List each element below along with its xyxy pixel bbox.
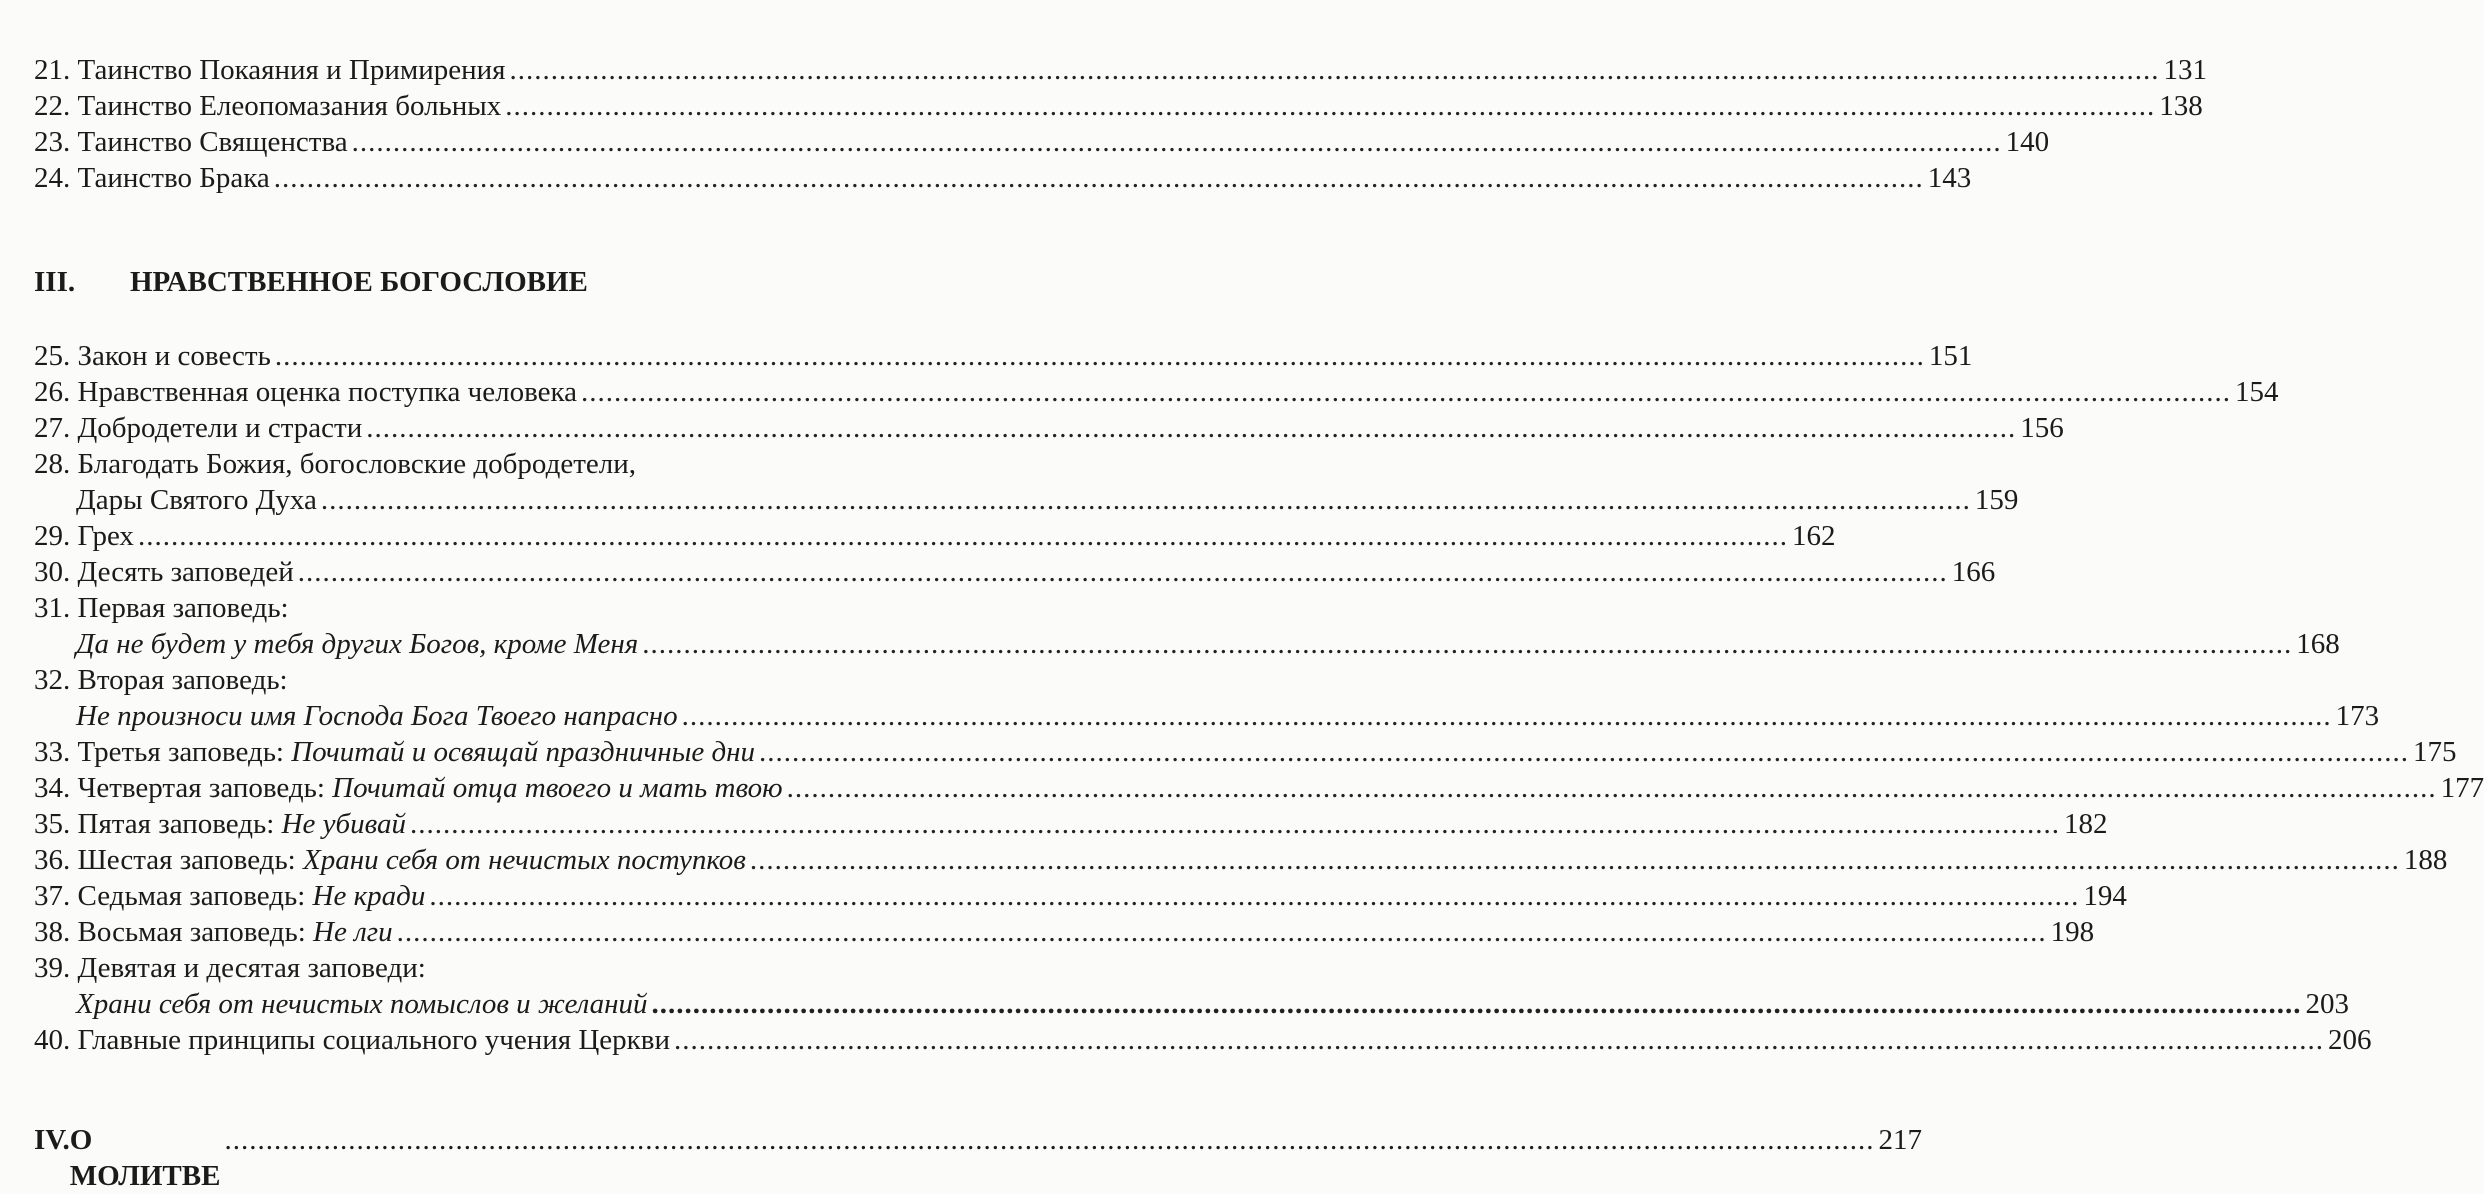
toc-entry-title: Девятая и десятая заповеди: xyxy=(77,952,426,984)
toc-group-sacraments xyxy=(34,52,2207,196)
toc-entry-title: Четвертая заповедь: xyxy=(77,772,333,804)
toc-entry-36[interactable]: 36. Шестая заповедь: Храни себя от нечистых поступков ........................................................................................................................................................................................................ 188 xyxy=(34,844,2448,876)
section-heading-iv[interactable] xyxy=(34,1122,1922,1194)
toc-entry-title: Таинство Священства xyxy=(77,126,348,158)
toc-page-number: 154 xyxy=(2235,376,2279,408)
dot-leader: ........................................................................................................................................................................................................ xyxy=(581,376,2231,408)
dot-leader: ........................................................................................................................................................................................................ xyxy=(642,628,2293,660)
toc-page-number: 166 xyxy=(1951,556,1996,588)
toc-page-number: 188 xyxy=(2403,844,2448,876)
dot-leader: ........................................................................................................................................................................................................ xyxy=(137,520,1788,552)
toc-entry-40[interactable]: 40. Главные принципы социального учения Церкви ........................................................................................................................................................................................................ 206 xyxy=(34,1024,2372,1056)
toc-page-number: 198 xyxy=(2050,916,2095,948)
toc-entry-title: Главные принципы социального учения Церкви xyxy=(77,1024,670,1056)
section-title: О МОЛИТВЕ xyxy=(69,1124,221,1192)
toc-page-number: 162 xyxy=(1791,520,1836,552)
section-title: НРАВСТВЕННОЕ БОГОСЛОВИЕ xyxy=(130,266,588,298)
toc-entry-31[interactable]: 31. Первая заповедь: Да не будет у тебя других Богов, кроме Меня ........................................................................................................................................................................................................ 168 xyxy=(34,592,2340,660)
toc-entry-30[interactable]: 30. Десять заповедей ........................................................................................................................................................................................................ 166 xyxy=(34,556,1996,588)
dot-leader: ........................................................................................................................................................................................................ xyxy=(681,700,2332,732)
toc-entry-23[interactable]: 23. Таинство Священства ........................................................................................................................................................................................................ 140 xyxy=(34,126,2050,158)
toc-entry-subtitle: Не произноси имя Господа Бога Твоего напрасно xyxy=(76,700,678,732)
toc-entry-title: Седьмая заповедь: xyxy=(77,880,313,912)
toc-page-number: 140 xyxy=(2005,126,2050,158)
toc-entry-34[interactable]: 34. Четвертая заповедь: Почитай отца твоего и мать твою ........................................................................................................................................................................................................ 177 xyxy=(34,772,2484,804)
toc-page-number: 173 xyxy=(2335,700,2380,732)
toc-page-number: 203 xyxy=(2305,988,2350,1020)
toc-entry-subtitle: Не убивай xyxy=(281,808,406,840)
toc-entry-38[interactable]: 38. Восьмая заповедь: Не лги ........................................................................................................................................................................................................ 198 xyxy=(34,916,2095,948)
dot-leader: ........................................................................................................................................................................................................ xyxy=(673,1024,2324,1056)
dot-leader: ........................................................................................................................................................................................................ xyxy=(505,90,2156,122)
toc-entry-subtitle: Почитай и освящай праздничные дни xyxy=(291,736,756,768)
section-numeral: IV. xyxy=(34,1124,70,1156)
toc-entry-subtitle: Храни себя от нечистых поступков xyxy=(302,844,746,876)
dot-leader: ........................................................................................................................................................................................................ xyxy=(366,412,2017,444)
dot-leader: ........................................................................................................................................................................................................ xyxy=(786,772,2437,804)
toc-entry-title: Закон и совесть xyxy=(77,340,271,372)
toc-entry-title: Шестая заповедь: xyxy=(77,844,303,876)
dot-leader: ........................................................................................................................................................................................................ xyxy=(351,126,2002,158)
toc-entry-32[interactable]: 32. Вторая заповедь: Не произноси имя Господа Бога Твоего напрасно ........................................................................................................................................................................................................ 173 xyxy=(34,664,2380,732)
dot-leader: ........................................................................................................................................................................................................ xyxy=(396,916,2047,948)
toc-page-number: 217 xyxy=(1878,1124,1922,1156)
toc-entry-title: Первая заповедь: xyxy=(77,592,289,624)
dot-leader: ........................................................................................................................................................................................................ xyxy=(429,880,2080,912)
toc-page-number: 131 xyxy=(2163,54,2207,86)
dot-leader: ........................................................................................................................................................................................................ xyxy=(273,162,1924,194)
dot-leader: ........................................................................................................................................................................................................ xyxy=(651,988,2302,1020)
toc-entry-title: Десять заповедей xyxy=(77,556,294,588)
toc-entry-24[interactable]: 24. Таинство Брака ........................................................................................................................................................................................................ 143 xyxy=(34,162,1972,194)
toc-entry-title-cont: Дары Святого Духа xyxy=(76,484,317,516)
toc-page-number: 156 xyxy=(2020,412,2064,444)
toc-entry-28[interactable]: 28. Благодать Божия, богословские добродетели, Дары Святого Духа ........................................................................................................................................................................................................ 159 xyxy=(34,448,2019,516)
section-heading-iii[interactable] xyxy=(34,264,960,300)
toc-entry-title: Благодать Божия, богословские добродетели, xyxy=(77,448,637,480)
dot-leader: ........................................................................................................................................................................................................ xyxy=(759,736,2410,768)
toc-entry-subtitle: Храни себя от нечистых помыслов и желаний xyxy=(76,988,648,1020)
toc-page-number: 143 xyxy=(1927,162,1972,194)
toc-page-number: 138 xyxy=(2159,90,2203,122)
toc-entry-title: Третья заповедь: xyxy=(77,736,292,768)
toc-page-number: 194 xyxy=(2083,880,2127,912)
toc-entry-title: Нравственная оценка поступка человека xyxy=(77,376,577,408)
toc-entry-26[interactable]: 26. Нравственная оценка поступка человека ........................................................................................................................................................................................................ 154 xyxy=(34,376,2279,408)
dot-leader: ........................................................................................................................................................................................................ xyxy=(320,484,1971,516)
toc-page-number: 182 xyxy=(2063,808,2108,840)
toc-entry-29[interactable]: 29. Грех ........................................................................................................................................................................................................ 162 xyxy=(34,520,1836,552)
section-numeral: III. xyxy=(34,266,76,298)
toc-page-number: 177 xyxy=(2440,772,2484,804)
toc-entry-subtitle: Не кради xyxy=(312,880,426,912)
toc-entry-21[interactable]: 21. Таинство Покаяния и Примирения ........................................................................................................................................................................................................ 131 xyxy=(34,54,2207,86)
dot-leader: ........................................................................................................................................................................................................ xyxy=(224,1124,1875,1156)
toc-group-moral-theology xyxy=(34,338,2484,1058)
toc-entry-title: Грех xyxy=(77,520,134,552)
toc-page-number: 159 xyxy=(1974,484,2019,516)
dot-leader: ........................................................................................................................................................................................................ xyxy=(749,844,2400,876)
toc-page-number: 206 xyxy=(2327,1024,2372,1056)
toc-entry-subtitle: Не лги xyxy=(313,916,393,948)
toc-page-number: 175 xyxy=(2413,736,2457,768)
toc-entry-title: Добродетели и страсти xyxy=(77,412,363,444)
toc-entry-35[interactable]: 35. Пятая заповедь: Не убивай ........................................................................................................................................................................................................ 182 xyxy=(34,808,2108,840)
toc-entry-title: Таинство Елеопомазания больных xyxy=(77,90,502,122)
toc-entry-title: Вторая заповедь: xyxy=(77,664,288,696)
dot-leader: ........................................................................................................................................................................................................ xyxy=(274,340,1925,372)
toc-entry-37[interactable]: 37. Седьмая заповедь: Не кради ........................................................................................................................................................................................................ 194 xyxy=(34,880,2127,912)
dot-leader: ........................................................................................................................................................................................................ xyxy=(297,556,1948,588)
toc-entry-subtitle: Да не будет у тебя других Богов, кроме Меня xyxy=(76,628,639,660)
toc-entry-title: Таинство Брака xyxy=(77,162,270,194)
toc-entry-title: Таинство Покаяния и Примирения xyxy=(77,54,506,86)
toc-entry-title: Пятая заповедь: xyxy=(77,808,282,840)
dot-leader: ........................................................................................................................................................................................................ xyxy=(409,808,2060,840)
dot-leader: ........................................................................................................................................................................................................ xyxy=(509,54,2160,86)
toc-entry-39[interactable]: 39. Девятая и десятая заповеди: Храни себя от нечистых помыслов и желаний ........................................................................................................................................................................................................ 203 xyxy=(34,952,2350,1020)
toc-entry-title: Восьмая заповедь: xyxy=(77,916,314,948)
toc-page-number: 151 xyxy=(1928,340,1973,372)
toc-entry-25[interactable]: 25. Закон и совесть ........................................................................................................................................................................................................ 151 xyxy=(34,340,1973,372)
toc-entry-22[interactable]: 22. Таинство Елеопомазания больных ........................................................................................................................................................................................................ 138 xyxy=(34,90,2203,122)
toc-page-number: 168 xyxy=(2296,628,2340,660)
toc-entry-subtitle: Почитай отца твоего и мать твою xyxy=(332,772,783,804)
toc-entry-33[interactable]: 33. Третья заповедь: Почитай и освящай праздничные дни ........................................................................................................................................................................................................ 175 xyxy=(34,736,2457,768)
toc-entry-27[interactable]: 27. Добродетели и страсти ........................................................................................................................................................................................................ 156 xyxy=(34,412,2064,444)
